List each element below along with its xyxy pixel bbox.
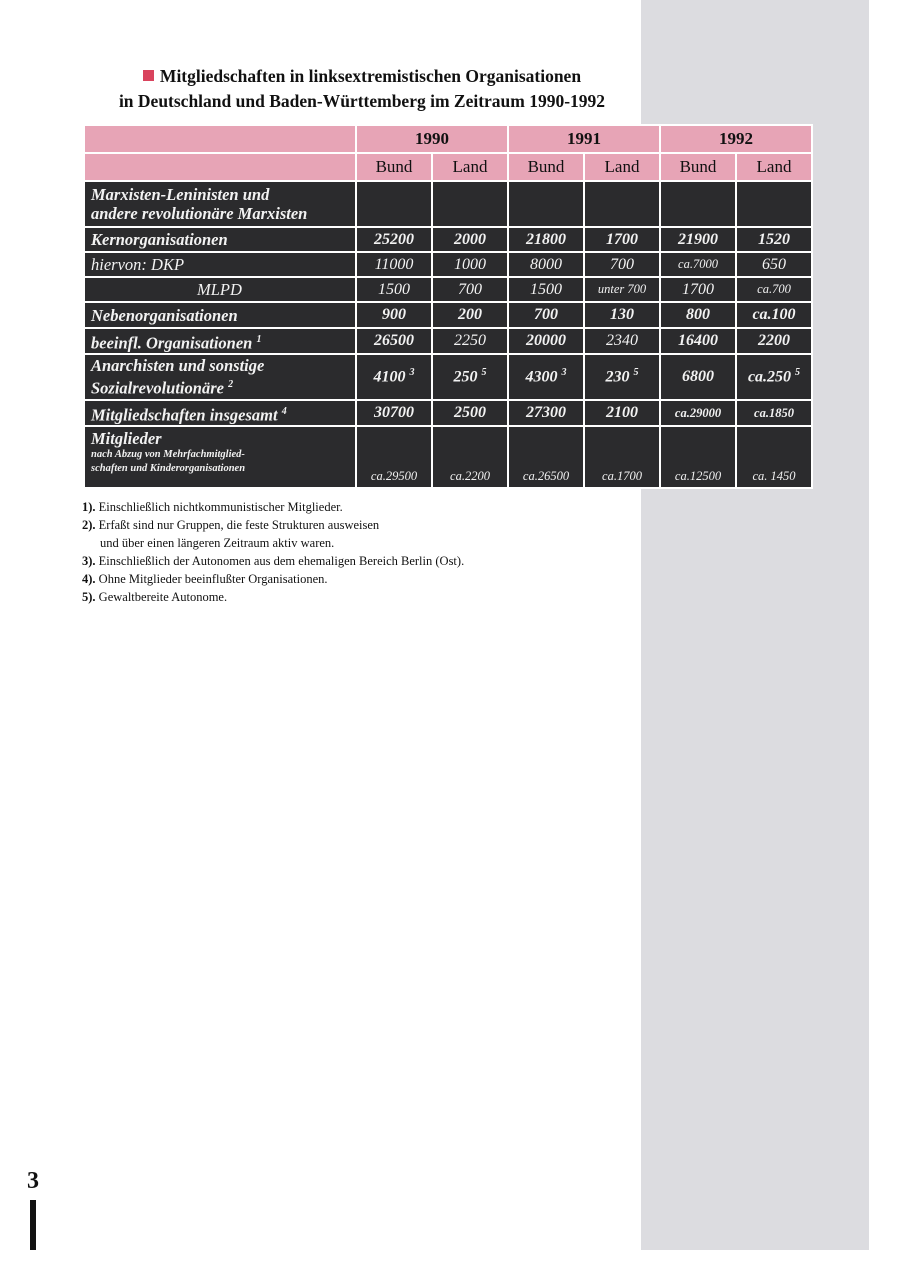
footnote-number: 2). — [82, 518, 96, 532]
table-cell: ca.2200 — [432, 426, 508, 488]
footnote-number: 1). — [82, 500, 96, 514]
table-cell: 2500 — [432, 400, 508, 426]
table-cell — [660, 181, 736, 227]
table-cell: 6800 — [660, 354, 736, 400]
row-label-line: schaften und Kinderorganisationen — [91, 463, 246, 474]
table-cell: 27300 — [508, 400, 584, 426]
table-cell: 1700 — [584, 227, 660, 252]
cell-value: 4100 — [373, 368, 406, 386]
table-cell: 700 — [432, 277, 508, 302]
row-label: MLPD — [84, 277, 356, 302]
table-cell: 2340 — [584, 328, 660, 354]
footnote-ref: 2 — [228, 379, 234, 391]
table-cell: 1520 — [736, 227, 812, 252]
table-row — [84, 302, 812, 328]
cell-value: ca.250 — [747, 368, 792, 386]
row-label-text: beeinfl. Organisationen — [91, 333, 253, 353]
footnote-ref: 1 — [256, 333, 262, 345]
row-label-line: nach Abzug von Mehrfachmitglied- — [91, 449, 245, 460]
table-row — [84, 181, 812, 227]
footnote-number: 5). — [82, 590, 96, 604]
footnote-ref: 3 — [409, 367, 415, 379]
row-label — [84, 426, 356, 488]
table-cell — [356, 181, 432, 227]
table-cell: ca.1850 — [736, 400, 812, 426]
sub-header-row — [84, 153, 812, 181]
footnote — [82, 498, 602, 516]
row-label-line: Sozialrevolutionäre — [91, 378, 224, 398]
membership-table — [83, 124, 813, 489]
table-cell: 20000 — [508, 328, 584, 354]
footnote-ref: 5 — [795, 367, 801, 379]
table-cell — [432, 181, 508, 227]
page-edge-bar — [30, 1200, 36, 1250]
footnote-ref: 4 — [281, 405, 287, 417]
table-row — [84, 252, 812, 277]
table-cell: 650 — [736, 252, 812, 277]
footnote-ref: 3 — [561, 367, 567, 379]
table-cell: 25200 — [356, 227, 432, 252]
corner-cell — [84, 125, 356, 153]
table-cell: 1500 — [508, 277, 584, 302]
page-title — [82, 64, 642, 114]
cell-value: 230 — [605, 368, 630, 386]
col-header: Land — [584, 153, 660, 181]
table-cell: 2200 — [736, 328, 812, 354]
table-cell: 1500 — [356, 277, 432, 302]
year-header: 1991 — [508, 125, 660, 153]
table-cell — [432, 354, 508, 400]
col-header: Land — [736, 153, 812, 181]
col-header: Land — [432, 153, 508, 181]
footnote-text: Ohne Mitglieder beeinflußter Organisationen. — [98, 572, 328, 586]
table-cell: 16400 — [660, 328, 736, 354]
footnote-ref: 5 — [633, 367, 639, 379]
footnote — [82, 552, 602, 570]
row-label — [84, 400, 356, 426]
cell-value: 4300 — [525, 368, 558, 386]
title-line-1: Mitgliedschaften in linksextremistischen Organisationen — [159, 66, 582, 86]
row-label: hiervon: DKP — [84, 252, 356, 277]
footnote-number: 4). — [82, 572, 96, 586]
table-cell: ca.29000 — [660, 400, 736, 426]
table-cell: 2250 — [432, 328, 508, 354]
table-cell: 900 — [356, 302, 432, 328]
table-row — [84, 328, 812, 354]
table-cell: ca.700 — [736, 277, 812, 302]
table-cell: 11000 — [356, 252, 432, 277]
table-cell — [508, 354, 584, 400]
year-header: 1992 — [660, 125, 812, 153]
footnote-continuation: und über einen längeren Zeitraum aktiv waren. — [100, 536, 335, 550]
table-cell: 200 — [432, 302, 508, 328]
table-cell: 2100 — [584, 400, 660, 426]
table-cell: 1000 — [432, 252, 508, 277]
table-cell: 8000 — [508, 252, 584, 277]
year-header: 1990 — [356, 125, 508, 153]
row-label: Nebenorganisationen — [84, 302, 356, 328]
table-cell: 700 — [584, 252, 660, 277]
table-cell: 1700 — [660, 277, 736, 302]
table-cell: unter 700 — [584, 277, 660, 302]
row-label-line: Marxisten-Leninisten und — [91, 185, 270, 204]
row-label-line: andere revolutionäre Marxisten — [91, 204, 308, 223]
table-cell — [508, 181, 584, 227]
table-cell: ca.100 — [736, 302, 812, 328]
table-cell: ca. 1450 — [736, 426, 812, 488]
table-row — [84, 277, 812, 302]
col-header: Bund — [508, 153, 584, 181]
row-label-line: Anarchisten und sonstige — [91, 356, 265, 376]
table-row — [84, 227, 812, 252]
table-cell: 2000 — [432, 227, 508, 252]
row-label-line: Mitglieder — [91, 429, 162, 448]
table-cell: 800 — [660, 302, 736, 328]
row-label — [84, 328, 356, 354]
year-header-row — [84, 125, 812, 153]
row-label — [84, 181, 356, 227]
page-number: 3 — [27, 1168, 39, 1194]
table-cell: 700 — [508, 302, 584, 328]
table-cell: ca.26500 — [508, 426, 584, 488]
footnote — [82, 588, 602, 606]
row-label — [84, 354, 356, 400]
corner-cell — [84, 153, 356, 181]
footnote-text: Einschließlich der Autonomen aus dem ehemaligen Bereich Berlin (Ost). — [98, 554, 465, 568]
footnote — [82, 516, 602, 534]
footnote-text: Erfaßt sind nur Gruppen, die feste Strukturen ausweisen — [98, 518, 380, 532]
footnote — [82, 570, 602, 588]
table-cell — [584, 354, 660, 400]
table-cell: 130 — [584, 302, 660, 328]
table-row — [84, 354, 812, 400]
footnote-ref: 5 — [481, 367, 487, 379]
table-cell: ca.12500 — [660, 426, 736, 488]
table-row — [84, 426, 812, 488]
title-line-2: in Deutschland und Baden-Württemberg im Zeitraum 1990-1992 — [118, 91, 606, 111]
table-cell — [356, 354, 432, 400]
table-cell: 21800 — [508, 227, 584, 252]
footnote-text: Einschließlich nichtkommunistischer Mitglieder. — [98, 500, 343, 514]
table-cell: 26500 — [356, 328, 432, 354]
table-cell: ca.7000 — [660, 252, 736, 277]
table-cell — [584, 181, 660, 227]
table-cell: 30700 — [356, 400, 432, 426]
table-cell: 21900 — [660, 227, 736, 252]
table-cell: ca.29500 — [356, 426, 432, 488]
footnote-number: 3). — [82, 554, 96, 568]
square-bullet-icon — [143, 70, 154, 81]
table-cell — [736, 181, 812, 227]
row-label: Kernorganisationen — [84, 227, 356, 252]
table-cell: ca.1700 — [584, 426, 660, 488]
table-cell — [736, 354, 812, 400]
row-label-text: Mitgliedschaften insgesamt — [91, 405, 278, 425]
col-header: Bund — [356, 153, 432, 181]
footnote-text: Gewaltbereite Autonome. — [98, 590, 228, 604]
cell-value: 250 — [453, 368, 478, 386]
table-row — [84, 400, 812, 426]
footnotes — [82, 498, 602, 606]
col-header: Bund — [660, 153, 736, 181]
